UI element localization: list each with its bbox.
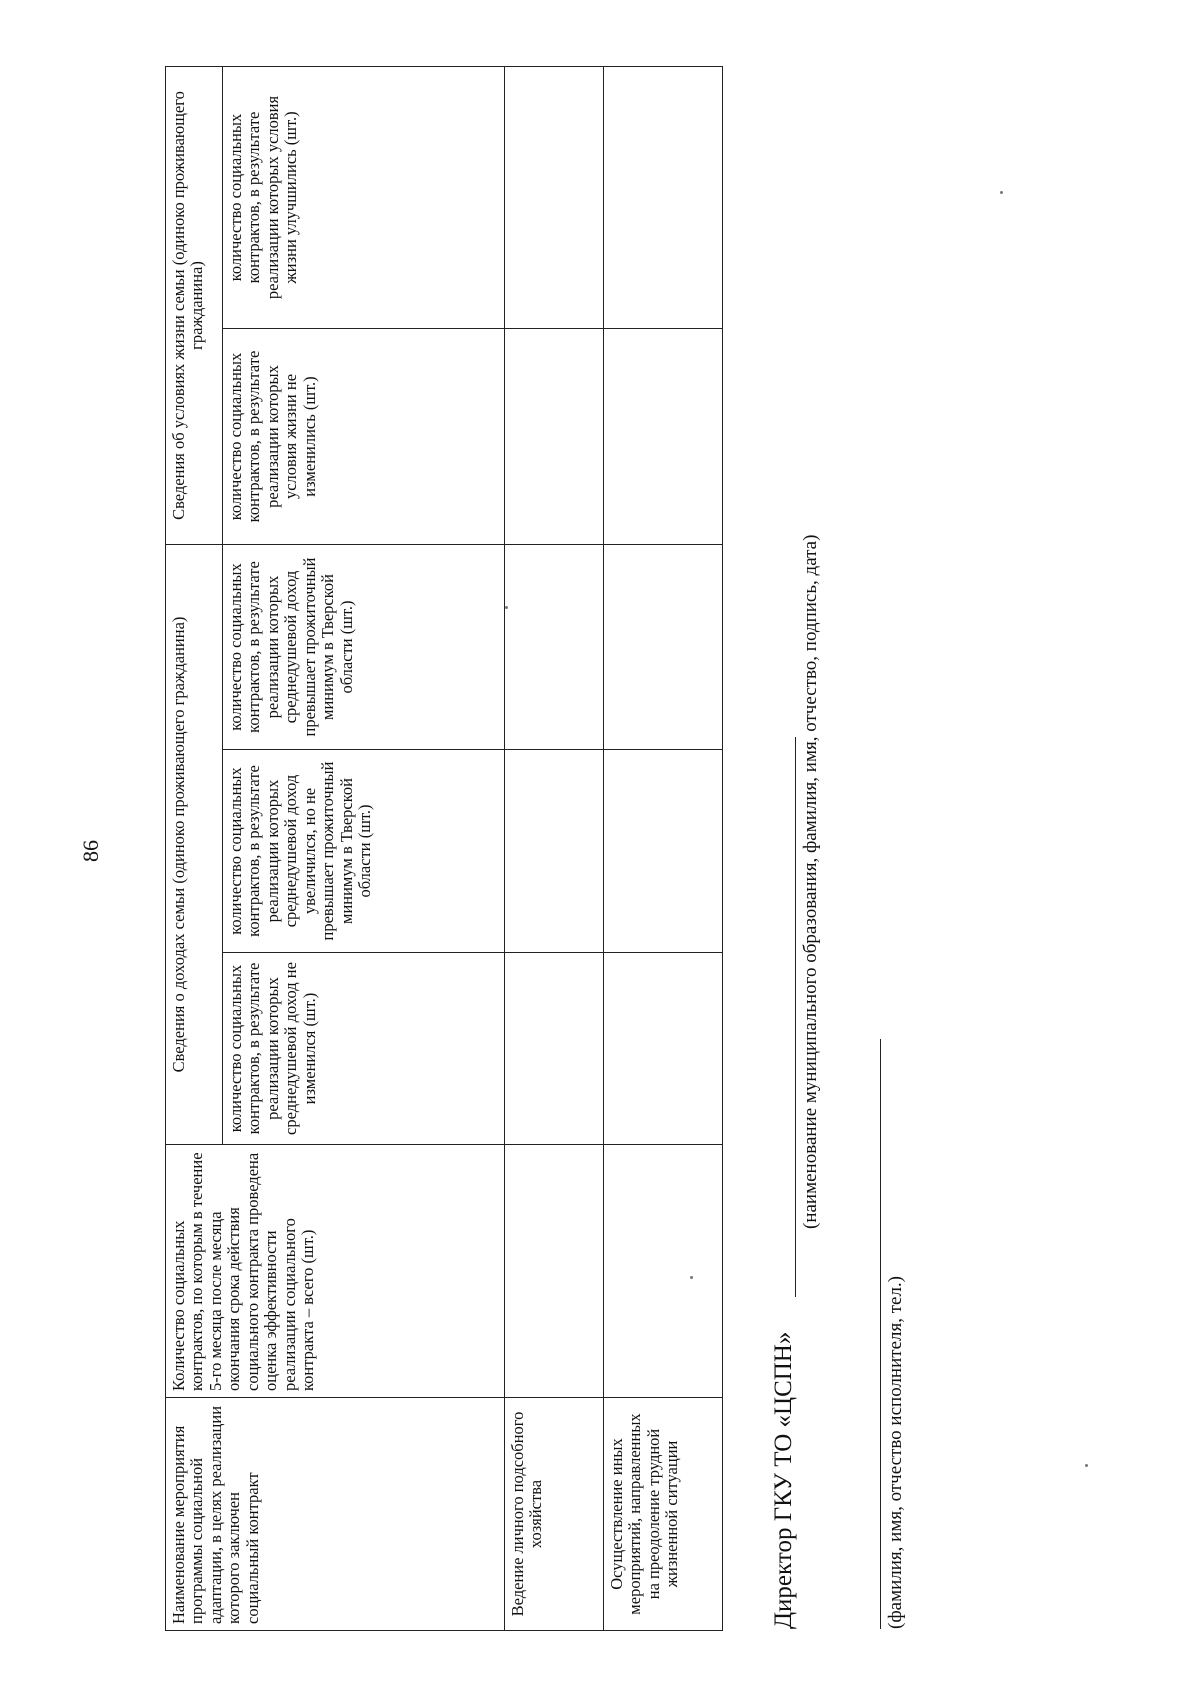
- executor-caption: (фамилия, имя, отчество исполнителя, тел.): [885, 1275, 906, 1629]
- cell-empty: [505, 329, 604, 545]
- row-measure: Осуществление иных мероприятий, направленных на преодоление трудной жизненной ситуации: [604, 1398, 723, 1631]
- cell-empty: [604, 67, 723, 329]
- cell-empty: [505, 953, 604, 1145]
- report-table: [165, 66, 723, 1631]
- table-row: [505, 67, 604, 1631]
- cell-empty: [505, 750, 604, 953]
- scan-speck: [1085, 1464, 1088, 1467]
- row-measure: Ведение личного подсобного хозяйства: [505, 1398, 604, 1631]
- scan-speck: [1000, 191, 1003, 194]
- cell-empty: [604, 1145, 723, 1398]
- cell-empty: [505, 545, 604, 750]
- scan-speck: [505, 606, 508, 609]
- header-living-improved: количество социальных контрактов, в результате реализации которых условия жизни улучшились (шт.): [223, 67, 505, 329]
- signature-caption: (наименование муниципального образования, фамилия, имя, отчество, подпись, дата): [800, 534, 821, 1229]
- header-income-increased: количество социальных контрактов, в результате реализации которых среднедушевой доход увеличился, но не превышает прожиточный минимум в Тверской области (шт.): [223, 750, 505, 953]
- header-income-exceeds: количество социальных контрактов, в результате реализации которых среднедушевой доход превышает прожиточный минимум в Тверской области (шт.): [223, 545, 505, 750]
- director-title: Директор ГКУ ТО «ЦСПН»: [770, 1331, 797, 1629]
- header-count: Количество социальных контрактов, по которым в течение 5-го месяца после месяца окончания срока действия социального контракта проведена оценка эффективности реализации социального контракта – всего (шт.): [166, 1145, 505, 1398]
- header-living-unchanged: количество социальных контрактов, в результате реализации которых условия жизни не изменились (шт.): [223, 329, 505, 545]
- signature-line: [795, 737, 796, 1297]
- table-row: [604, 67, 723, 1631]
- header-measure: Наименование мероприятия программы социальной адаптации, в целях реализации которого заключен социальный контракт: [166, 1398, 505, 1631]
- header-living-group: Сведения об условиях жизни семьи (одиноко проживающего гражданина): [166, 67, 223, 545]
- page-number: 86: [78, 840, 103, 862]
- scan-speck: [690, 1276, 693, 1279]
- cell-empty: [505, 1145, 604, 1398]
- cell-empty: [505, 67, 604, 329]
- header-income-unchanged: количество социальных контрактов, в результате реализации которых среднедушевой доход не изменился (шт.): [223, 953, 505, 1145]
- header-row-1: [166, 67, 223, 1631]
- executor-line: [880, 1039, 881, 1629]
- cell-empty: [604, 329, 723, 545]
- cell-empty: [604, 750, 723, 953]
- cell-empty: [604, 545, 723, 750]
- header-income-group: Сведения о доходах семьи (одиноко проживающего гражданина): [166, 545, 223, 1145]
- cell-empty: [604, 953, 723, 1145]
